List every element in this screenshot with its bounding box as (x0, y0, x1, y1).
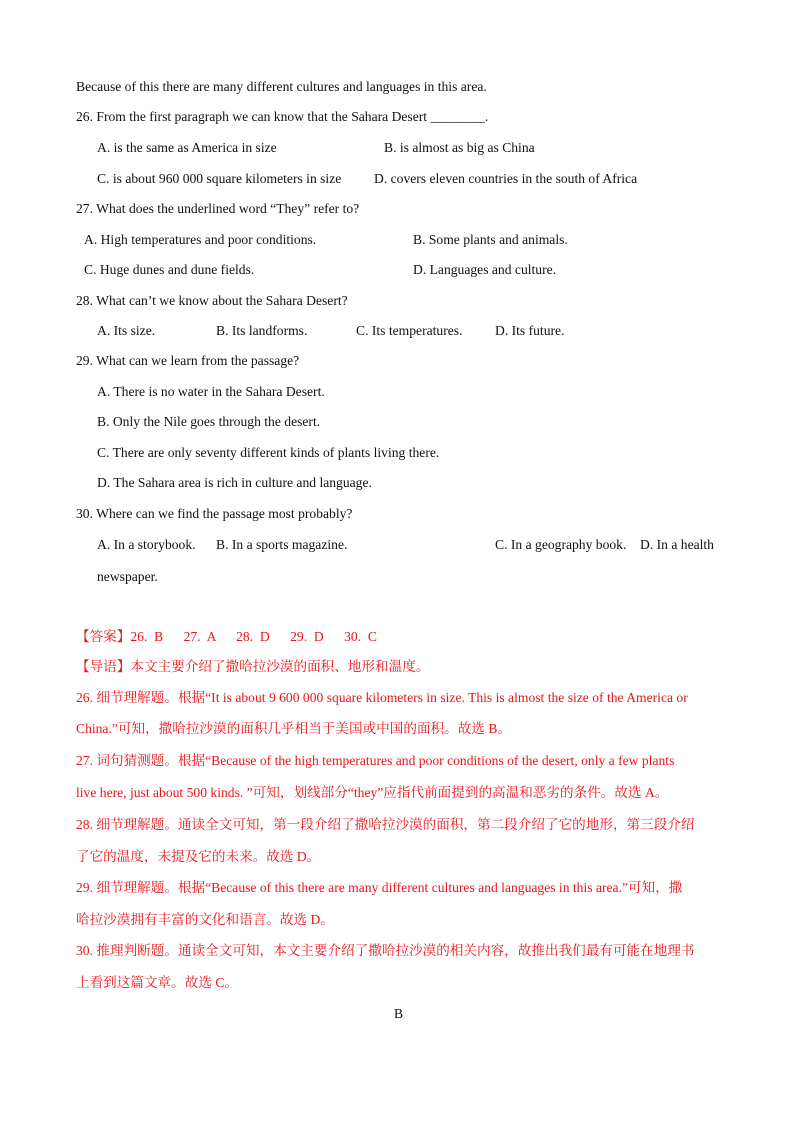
question-30-option-b: B. In a sports magazine. (216, 537, 348, 552)
question-26-stem: 26. From the first paragraph we can know that the Sahara Desert ________. (76, 109, 489, 124)
explanation-27-line2: live here, just about 500 kinds. ”可知，划线部分“they”应指代前面提到的高温和恶劣的条件。故选 A。 (76, 785, 669, 800)
question-26-option-d: D. covers eleven countries in the south of Africa (374, 171, 638, 186)
question-28-option-a: A. Its size. (97, 323, 156, 338)
page-label: B (394, 1006, 404, 1021)
question-29-stem: 29. What can we learn from the passage? (76, 353, 300, 368)
question-26-option-c: C. is about 960 000 square kilometers in size (97, 171, 342, 186)
passage-text: Because of this there are many different cultures and languages in this area. (76, 79, 487, 94)
question-30-stem: 30. Where can we find the passage most probably? (76, 506, 353, 521)
question-27-option-d: D. Languages and culture. (413, 262, 557, 277)
question-28-option-b: B. Its landforms. (216, 323, 308, 338)
question-30-option-d-wrap: newspaper. (97, 569, 158, 584)
question-30-option-a: A. In a storybook. (97, 537, 196, 552)
explanation-30-line2: 上看到这篇文章。故选 C。 (76, 975, 238, 990)
explanation-29-line1: 29. 细节理解题。根据“Because of this there are many different cultures and languages in this area.”可知，撒 (76, 880, 683, 895)
question-27-stem: 27. What does the underlined word “They” refer to? (76, 201, 360, 216)
question-28-option-c: C. Its temperatures. (356, 323, 463, 338)
question-29-option-b: B. Only the Nile goes through the desert. (97, 414, 321, 429)
explanation-28-line2: 了它的温度，未提及它的未来。故选 D。 (76, 849, 321, 864)
question-28-option-d: D. Its future. (495, 323, 565, 338)
explanation-29-line2: 哈拉沙漠拥有丰富的文化和语言。故选 D。 (76, 912, 334, 927)
question-27-option-c: C. Huge dunes and dune fields. (84, 262, 255, 277)
answer-key: 【答案】26. B 27. A 28. D 29. D 30. C (76, 629, 377, 644)
question-29-option-c: C. There are only seventy different kinds of plants living there. (97, 445, 440, 460)
explanation-28-line1: 28. 细节理解题。通读全文可知，第一段介绍了撒哈拉沙漠的面积，第二段介绍了它的地形，第三段介绍 (76, 817, 695, 832)
question-30-option-c: C. In a geography book. (495, 537, 627, 552)
explanation-26-line2: China.”可知，撒哈拉沙漠的面积几乎相当于美国或中国的面积。故选 B。 (76, 721, 511, 736)
question-27-option-b: B. Some plants and animals. (413, 232, 568, 247)
question-29-option-d: D. The Sahara area is rich in culture and language. (97, 475, 372, 490)
question-29-option-a: A. There is no water in the Sahara Desert. (97, 384, 325, 399)
guide-text: 【导语】本文主要介绍了撒哈拉沙漠的面积、地形和温度。 (76, 659, 430, 674)
question-26-option-b: B. is almost as big as China (384, 140, 535, 155)
explanation-27-line1: 27. 词句猜测题。根据“Because of the high temperatures and poor conditions of the desert, only a few plants (76, 753, 675, 768)
question-26-option-a: A. is the same as America in size (97, 140, 277, 155)
question-27-option-a: A. High temperatures and poor conditions. (84, 232, 317, 247)
explanation-30-line1: 30. 推理判断题。通读全文可知，本文主要介绍了撒哈拉沙漠的相关内容，故推出我们最有可能在地理书 (76, 943, 695, 958)
question-30-option-d: D. In a health (640, 537, 714, 552)
question-28-stem: 28. What can’t we know about the Sahara Desert? (76, 293, 348, 308)
explanation-26-line1: 26. 细节理解题。根据“It is about 9 600 000 square kilometers in size. This is almost the size of the America or (76, 690, 688, 705)
